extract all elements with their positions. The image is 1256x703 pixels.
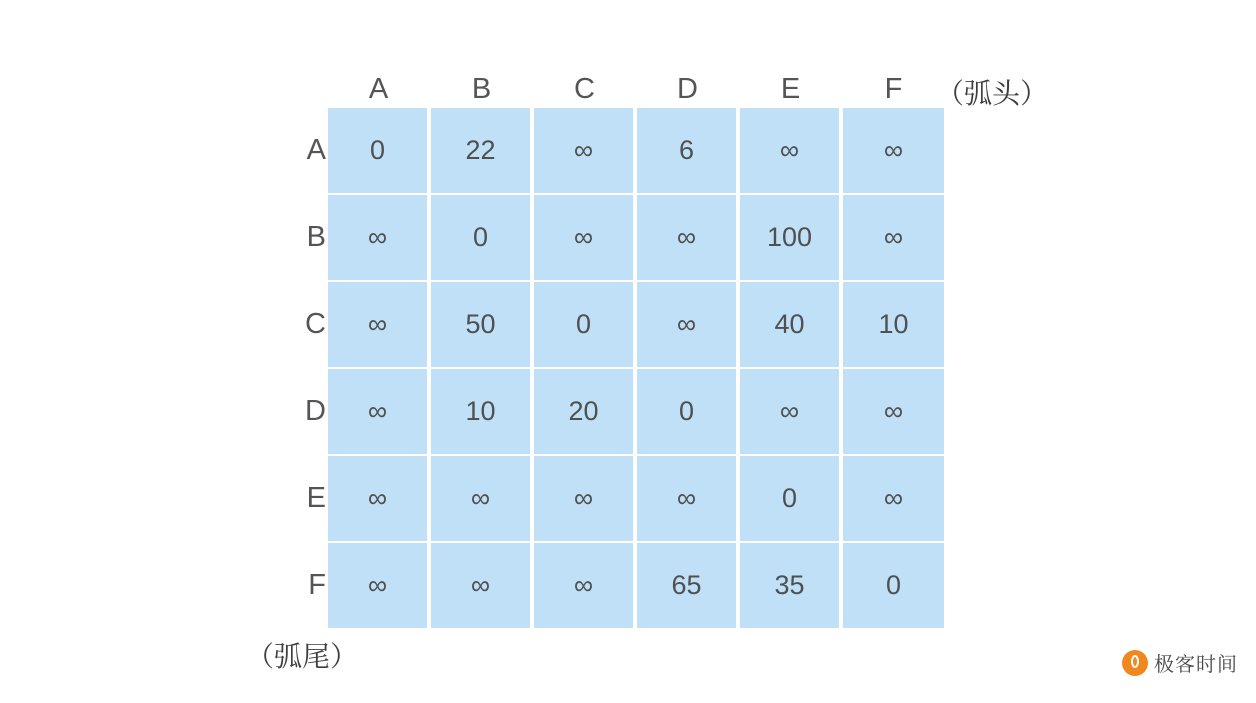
matrix-cell-d-a: ∞ bbox=[328, 369, 429, 454]
adjacency-matrix-table bbox=[248, 62, 946, 630]
row-header-b: B bbox=[306, 221, 326, 253]
matrix-cell-f-d: 65 bbox=[637, 543, 738, 628]
matrix-cell-f-c: ∞ bbox=[534, 543, 635, 628]
watermark bbox=[1122, 648, 1238, 677]
matrix-cell-a-c: ∞ bbox=[534, 108, 635, 193]
matrix-cell-d-e: ∞ bbox=[740, 369, 841, 454]
matrix-cell-b-c: ∞ bbox=[534, 195, 635, 280]
matrix-cell-b-a: ∞ bbox=[328, 195, 429, 280]
column-header-f: F bbox=[884, 73, 903, 105]
table-row bbox=[250, 282, 944, 367]
row-header-f: F bbox=[308, 569, 326, 601]
matrix-cell-d-b: 10 bbox=[431, 369, 532, 454]
matrix-header-row bbox=[250, 64, 944, 106]
matrix-cell-f-f: 0 bbox=[843, 543, 944, 628]
column-header-c: C bbox=[574, 73, 595, 105]
table-row bbox=[250, 195, 944, 280]
matrix-cell-a-e: ∞ bbox=[740, 108, 841, 193]
column-header-b: B bbox=[471, 73, 492, 105]
matrix-cell-d-c: 20 bbox=[534, 369, 635, 454]
column-header-d: D bbox=[677, 73, 698, 105]
matrix-cell-b-b: 0 bbox=[431, 195, 532, 280]
matrix-cell-f-e: 35 bbox=[740, 543, 841, 628]
arc-head-label: （弧头） bbox=[936, 78, 1049, 109]
matrix-cell-c-a: ∞ bbox=[328, 282, 429, 367]
matrix-cell-d-d: 0 bbox=[637, 369, 738, 454]
row-header-c: C bbox=[305, 308, 326, 340]
matrix-cell-c-e: 40 bbox=[740, 282, 841, 367]
matrix-cell-e-c: ∞ bbox=[534, 456, 635, 541]
matrix-cell-a-a: 0 bbox=[328, 108, 429, 193]
matrix-cell-e-b: ∞ bbox=[431, 456, 532, 541]
adjacency-matrix-figure bbox=[248, 62, 946, 630]
column-header-a: A bbox=[368, 73, 389, 105]
table-row bbox=[250, 369, 944, 454]
matrix-cell-f-a: ∞ bbox=[328, 543, 429, 628]
row-header-a: A bbox=[306, 134, 326, 166]
matrix-cell-c-b: 50 bbox=[431, 282, 532, 367]
matrix-cell-a-b: 22 bbox=[431, 108, 532, 193]
matrix-cell-c-d: ∞ bbox=[637, 282, 738, 367]
matrix-cell-e-a: ∞ bbox=[328, 456, 429, 541]
matrix-cell-c-f: 10 bbox=[843, 282, 944, 367]
row-header-e: E bbox=[306, 482, 326, 514]
matrix-cell-c-c: 0 bbox=[534, 282, 635, 367]
matrix-cell-a-f: ∞ bbox=[843, 108, 944, 193]
matrix-cell-e-d: ∞ bbox=[637, 456, 738, 541]
table-row bbox=[250, 543, 944, 628]
matrix-cell-b-f: ∞ bbox=[843, 195, 944, 280]
arc-tail-label: （弧尾） bbox=[246, 641, 359, 672]
matrix-cell-b-e: 100 bbox=[740, 195, 841, 280]
table-row bbox=[250, 456, 944, 541]
table-row bbox=[250, 108, 944, 193]
matrix-cell-e-e: 0 bbox=[740, 456, 841, 541]
matrix-cell-f-b: ∞ bbox=[431, 543, 532, 628]
geekbang-logo-icon bbox=[1122, 650, 1148, 676]
row-header-d: D bbox=[305, 395, 326, 427]
column-header-e: E bbox=[780, 73, 801, 105]
matrix-cell-a-d: 6 bbox=[637, 108, 738, 193]
watermark-label: 极客时间 bbox=[1154, 654, 1238, 676]
matrix-cell-e-f: ∞ bbox=[843, 456, 944, 541]
matrix-corner-cell bbox=[250, 64, 326, 106]
matrix-cell-b-d: ∞ bbox=[637, 195, 738, 280]
matrix-cell-d-f: ∞ bbox=[843, 369, 944, 454]
